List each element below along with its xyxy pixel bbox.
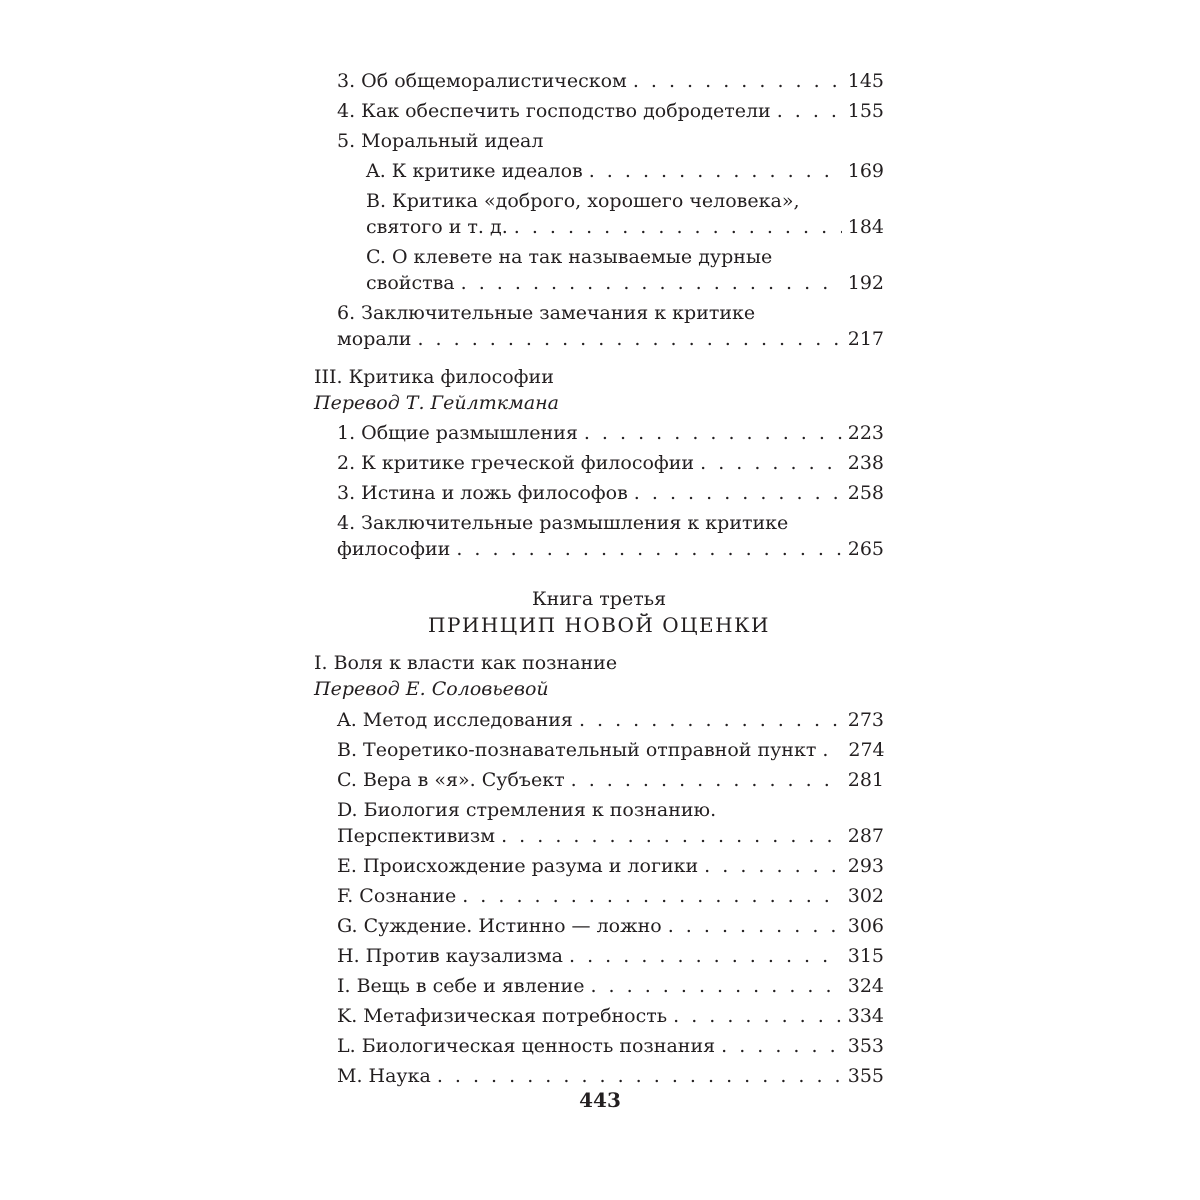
dot-leader — [514, 214, 842, 240]
toc-entry — [314, 853, 884, 879]
toc-entry — [314, 913, 884, 939]
toc-entry-title-line: C. О клевете на так называемые дурные — [366, 246, 773, 268]
toc-entry — [314, 707, 884, 733]
dot-leader — [704, 853, 842, 879]
toc-entry — [314, 737, 884, 763]
dot-leader — [579, 707, 842, 733]
toc-translator: Перевод Т. Гейлткмана — [314, 392, 559, 414]
toc-entry-page: 281 — [847, 769, 884, 791]
toc-entry-page: 334 — [847, 1005, 884, 1027]
toc-entry-title: F. Сознание — [337, 885, 457, 907]
toc-section-title: III. Критика философии — [314, 366, 554, 388]
table-of-contents — [314, 68, 884, 1089]
toc-entry — [314, 300, 884, 352]
dot-leader — [633, 68, 842, 94]
toc-entry-title-line: D. Биология стремления к познанию. — [337, 799, 717, 821]
toc-entry-title: 4. Как обеспечить господство добродетели — [337, 100, 771, 122]
toc-entry — [314, 158, 884, 184]
toc-entry-title: C. Вера в «я». Субъект — [337, 769, 565, 791]
dot-leader — [777, 98, 842, 124]
toc-entry-page: 223 — [847, 422, 884, 444]
dot-leader — [590, 973, 841, 999]
dot-leader — [721, 1033, 842, 1059]
toc-entry-page: 274 — [848, 739, 885, 761]
toc-entry-page: 155 — [847, 100, 884, 122]
dot-leader — [501, 823, 842, 849]
toc-entry-page: 145 — [847, 70, 884, 92]
toc-entry-title-line: свойства — [366, 272, 455, 294]
toc-entry-title-line: философии — [337, 538, 451, 560]
book-title: ПРИНЦИП НОВОЙ ОЦЕНКИ — [428, 613, 770, 637]
toc-entry-page: 238 — [847, 452, 884, 474]
toc-entry-title: E. Происхождение разума и логики — [337, 855, 699, 877]
toc-entry-page: 287 — [847, 825, 884, 847]
toc-entry-page: 293 — [847, 855, 884, 877]
toc-entry-title-line: Перспективизм — [337, 825, 496, 847]
toc-entry-title: K. Метафизическая потребность — [337, 1005, 668, 1027]
dot-leader — [634, 480, 842, 506]
toc-entry — [314, 244, 884, 296]
toc-entry-page: 217 — [847, 328, 884, 350]
dot-leader — [584, 420, 842, 446]
toc-entry — [314, 188, 884, 240]
toc-entry-page: 324 — [847, 975, 884, 997]
toc-entry — [314, 68, 884, 94]
toc-entry-page: 258 — [847, 482, 884, 504]
dot-leader — [461, 270, 842, 296]
dot-leader — [417, 326, 841, 352]
toc-entry — [314, 973, 884, 999]
toc-entry-title: 2. К критике греческой философии — [337, 452, 695, 474]
toc-entry-page: 306 — [847, 915, 884, 937]
toc-entry-title-line: морали — [337, 328, 412, 350]
toc-entry — [314, 797, 884, 849]
toc-entry-title: A. Метод исследования — [337, 709, 573, 731]
toc-entry-title-line: святого и т. д. — [366, 216, 508, 238]
toc-entry-page: 273 — [847, 709, 884, 731]
toc-entry-page: 265 — [847, 538, 884, 560]
toc-entry — [314, 98, 884, 124]
toc-entry — [314, 420, 884, 446]
toc-entry — [314, 450, 884, 476]
toc-entry — [314, 480, 884, 506]
toc-entry-title-line: 6. Заключительные замечания к критике — [337, 302, 756, 324]
toc-entry-page: 169 — [847, 160, 884, 182]
dot-leader — [437, 1063, 842, 1089]
toc-entry — [314, 1063, 884, 1089]
dot-leader — [668, 913, 842, 939]
toc-entry-title-line: 4. Заключительные размышления к критике — [337, 512, 789, 534]
toc-entry — [314, 883, 884, 909]
toc-entry — [314, 1003, 884, 1029]
toc-entry — [314, 510, 884, 562]
toc-entry-title: G. Суждение. Истинно — ложно — [337, 915, 662, 937]
dot-leader — [571, 767, 842, 793]
toc-entry-page: 315 — [847, 945, 884, 967]
dot-leader — [700, 450, 842, 476]
toc-entry — [314, 767, 884, 793]
toc-entry-title: I. Вещь в себе и явление — [337, 975, 585, 997]
toc-entry-title: B. Теоретико-познавательный отправной пункт — [337, 739, 817, 761]
toc-entry-title: A. К критике идеалов — [366, 160, 583, 182]
toc-entry-title: L. Биологическая ценность познания — [337, 1035, 716, 1057]
book-label: Книга третья — [531, 588, 667, 610]
toc-section-title: I. Воля к власти как познание — [314, 652, 618, 674]
toc-entry-page: 302 — [847, 885, 884, 907]
toc-translator: Перевод Е. Соловьевой — [314, 678, 549, 700]
toc-entry-page: 355 — [847, 1065, 884, 1087]
toc-entry — [314, 1033, 884, 1059]
dot-leader — [822, 737, 842, 763]
toc-entry-title: M. Наука — [337, 1065, 431, 1087]
toc-entry-page: 353 — [847, 1035, 884, 1057]
dot-leader — [673, 1003, 842, 1029]
toc-entry-page: 192 — [847, 272, 884, 294]
toc-entry-page: 184 — [847, 216, 884, 238]
toc-entry-title-line: B. Критика «доброго, хорошего человека», — [366, 190, 800, 212]
dot-leader — [569, 943, 842, 969]
page-number: 443 — [579, 1088, 621, 1112]
toc-entry-title: 3. Об общеморалистическом — [337, 70, 627, 92]
toc-entry-title: 1. Общие размышления — [337, 422, 578, 444]
dot-leader — [462, 883, 842, 909]
dot-leader — [589, 158, 842, 184]
toc-subsection-title: 5. Моральный идеал — [337, 130, 544, 152]
toc-entry-title: 3. Истина и ложь философов — [337, 482, 628, 504]
dot-leader — [456, 536, 841, 562]
toc-entry-title: H. Против каузализма — [337, 945, 564, 967]
toc-entry — [314, 943, 884, 969]
